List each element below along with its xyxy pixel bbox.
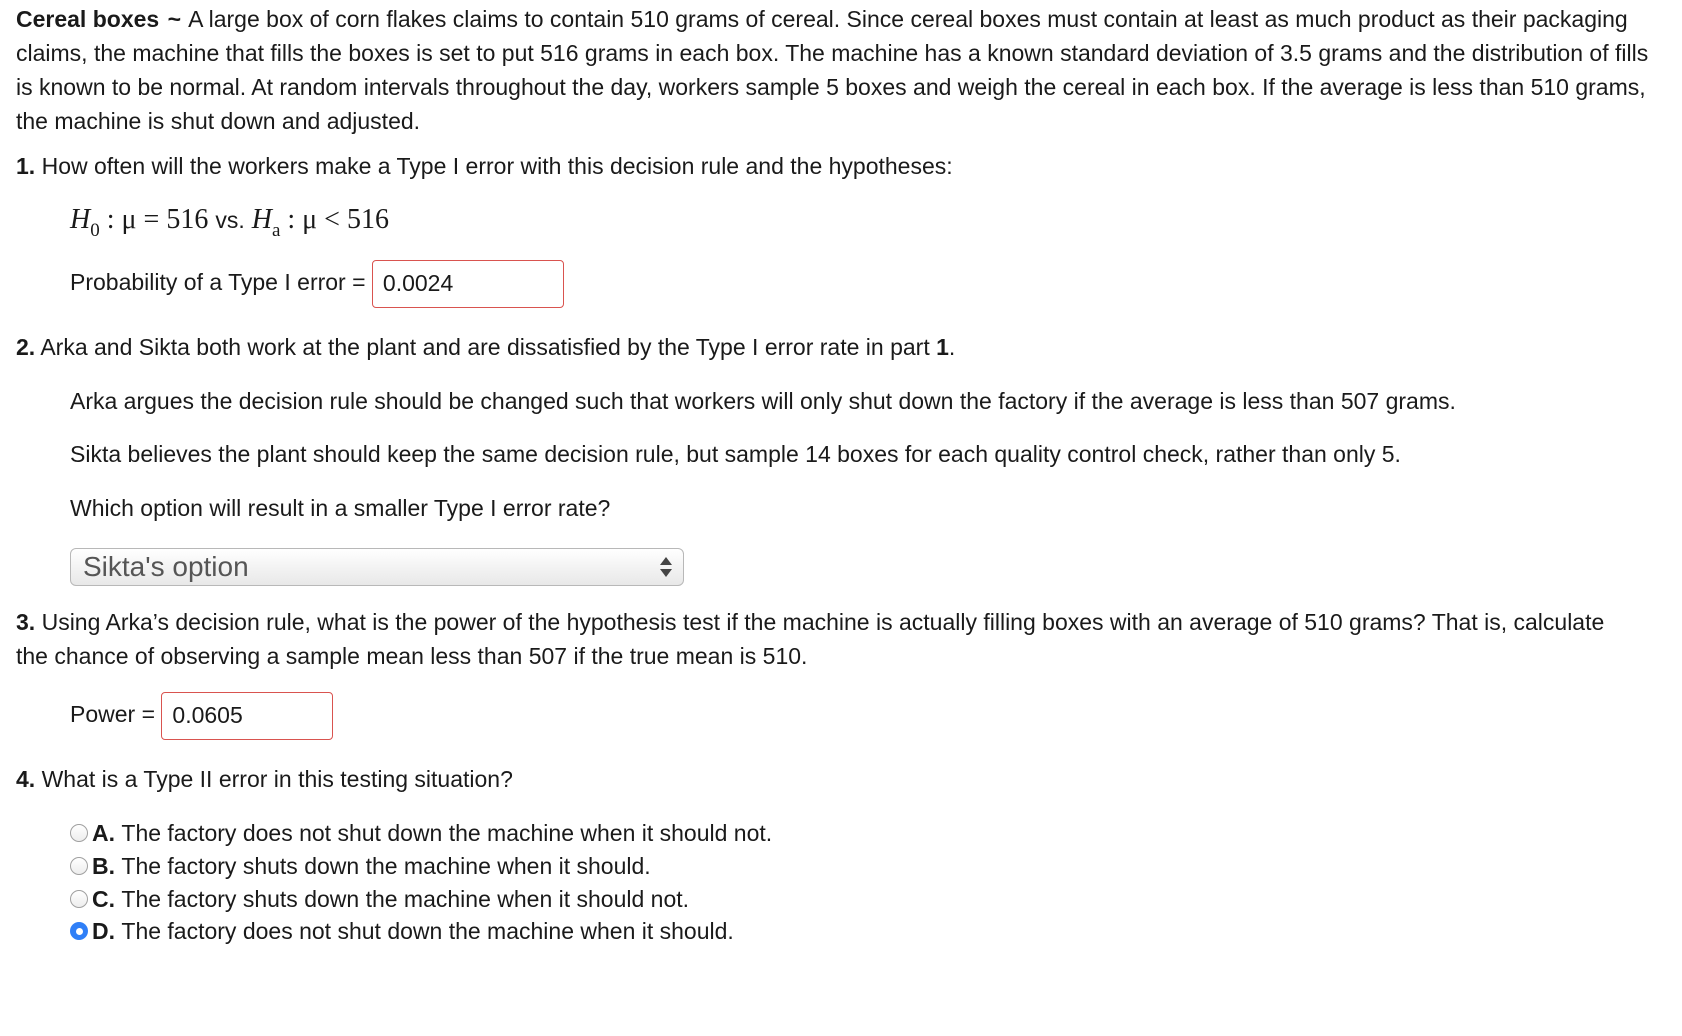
question-4 <box>16 762 513 796</box>
choice-a-letter: A. <box>92 820 115 846</box>
question-2-part-ref: 1 <box>936 334 949 360</box>
power-answer-row <box>70 692 333 740</box>
type1-answer-label: Probability of a Type I error = <box>70 269 366 296</box>
h0-subscript: 0 <box>90 220 100 241</box>
problem-page <box>16 0 1666 944</box>
problem-statement: A large box of corn flakes claims to contain 510 grams of cereal. Since cereal boxes must contain at least as much product as their packaging claims, the machine that fills the boxes is set to put 516 grams in each box. The machine has a known standard deviation of 3.5 grams and the distribution of fills is known to be normal. At random intervals throughout the day, workers sample 5 boxes and weigh the cereal in each box. If the average is less than 510 grams, the machine is shut down and adjusted. <box>16 6 1649 134</box>
radio-d[interactable] <box>70 922 88 940</box>
problem-title: Cereal boxes <box>16 6 160 32</box>
question-2 <box>16 330 955 364</box>
h0-symbol: H <box>70 204 91 235</box>
question-2-number: 2. <box>16 334 36 360</box>
choice-b-text: The factory shuts down the machine when it should. <box>121 853 651 879</box>
sikta-statement: Sikta believes the plant should keep the same decision rule, but sample 14 boxes for each quality control check, rather than only 5. <box>70 441 1401 467</box>
ha-relation: : μ < 516 <box>287 204 389 235</box>
title-separator: ~ <box>167 6 182 32</box>
choice-c-letter: C. <box>92 886 115 912</box>
choice-a[interactable] <box>70 816 772 850</box>
problem-intro <box>16 0 1656 138</box>
choice-b-letter: B. <box>92 853 115 879</box>
choice-c-text: The factory shuts down the machine when it should not. <box>121 886 690 912</box>
question-1 <box>16 149 953 183</box>
option-select[interactable] <box>70 548 684 586</box>
choice-c[interactable] <box>70 882 689 916</box>
question-1-number: 1. <box>16 153 36 179</box>
choice-a-text: The factory does not shut down the machine when it should not. <box>121 820 773 846</box>
question-4-number: 4. <box>16 766 36 792</box>
hypotheses-vs: vs. <box>215 207 245 233</box>
radio-a[interactable] <box>70 824 88 842</box>
h0-relation: : μ = 516 <box>106 204 209 235</box>
ha-symbol: H <box>251 204 272 235</box>
arka-statement: Arka argues the decision rule should be changed such that workers will only shut down the factory if the average is less than 507 grams. <box>70 388 1456 414</box>
question-3-text: Using Arka’s decision rule, what is the power of the hypothesis test if the machine is actually filling boxes with an average of 510 grams? That is, calculate the chance of observing a sample mean less than 507 if the true mean is 510. <box>16 609 1605 669</box>
question-2-period: . <box>948 334 956 360</box>
question-3-number: 3. <box>16 609 36 635</box>
radio-c[interactable] <box>70 890 88 908</box>
type1-answer-row <box>70 260 564 308</box>
select-arrows-icon <box>659 555 673 579</box>
question-4-text: What is a Type II error in this testing situation? <box>41 766 513 792</box>
question-1-text: How often will the workers make a Type I error with this decision rule and the hypotheses: <box>41 153 953 179</box>
question-3 <box>16 605 1636 673</box>
question-2-prompt: Which option will result in a smaller Type I error rate? <box>70 495 611 521</box>
question-2-text: Arka and Sikta both work at the plant and are dissatisfied by the Type I error rate in part <box>40 334 930 360</box>
power-answer-input[interactable]: 0.0605 <box>161 692 333 740</box>
power-answer-label: Power = <box>70 701 156 728</box>
hypotheses <box>70 203 389 240</box>
radio-b[interactable] <box>70 857 88 875</box>
choice-b[interactable] <box>70 849 651 883</box>
type1-answer-input[interactable]: 0.0024 <box>372 260 564 308</box>
ha-subscript: a <box>271 220 281 241</box>
choice-d[interactable] <box>70 914 734 948</box>
choice-d-text: The factory does not shut down the machine when it should. <box>121 918 734 944</box>
choice-d-letter: D. <box>92 918 115 944</box>
option-select-value: Sikta's option <box>83 551 249 582</box>
